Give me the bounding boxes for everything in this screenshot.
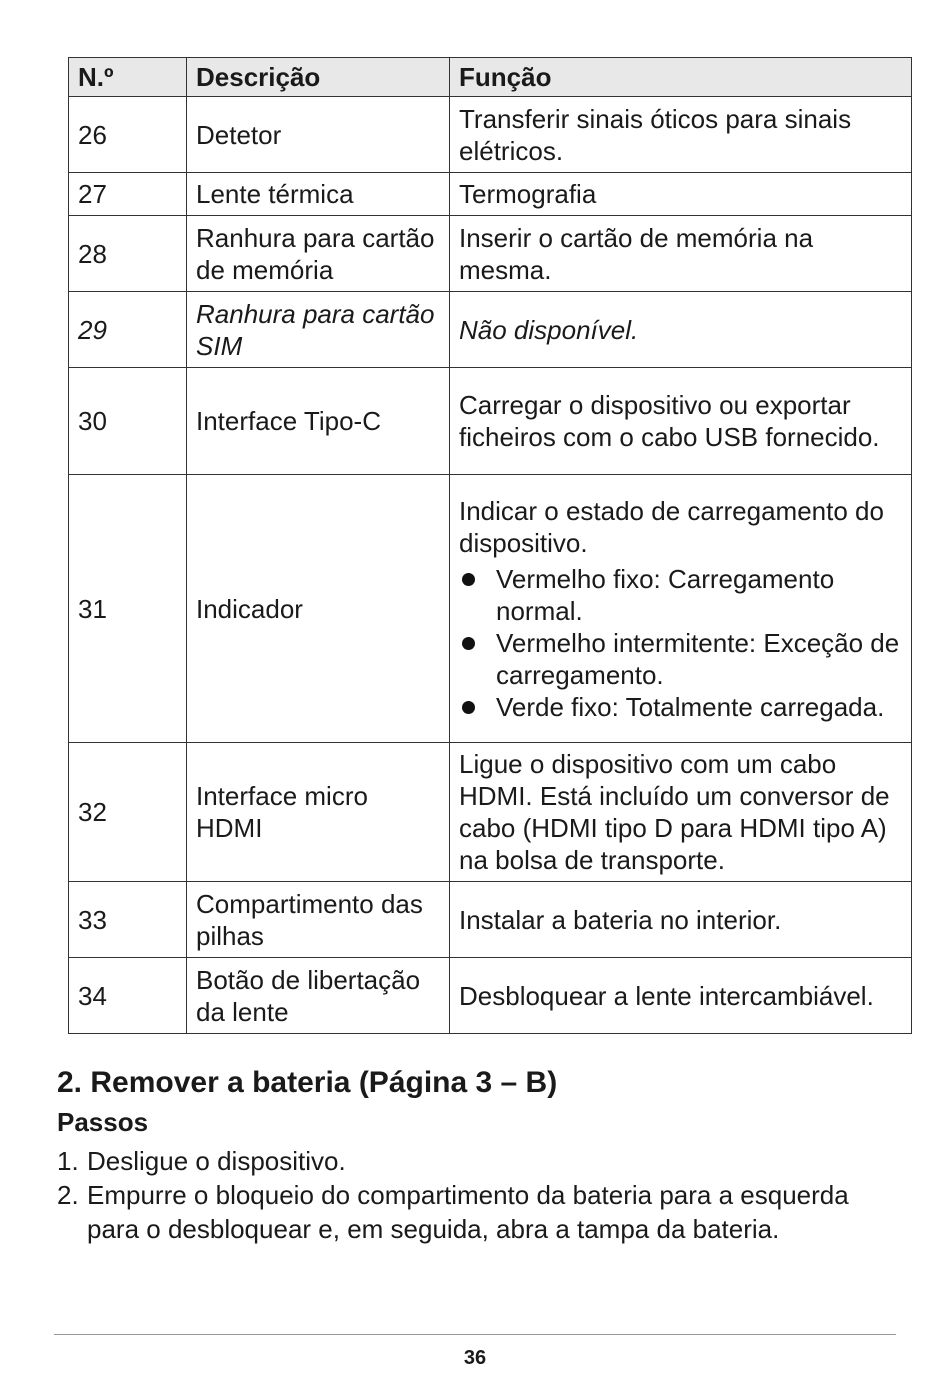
table-row: [69, 292, 912, 368]
steps-heading: Passos: [57, 1107, 149, 1137]
row-description: Lente térmica: [187, 173, 450, 216]
list-item: Verde fixo: Totalmente carregada.: [459, 691, 902, 723]
row-description: Ranhura para cartão SIM: [187, 292, 450, 368]
row-function: Instalar a bateria no interior.: [450, 882, 912, 958]
row-function: [450, 475, 912, 743]
table-row: [69, 216, 912, 292]
row-number: 32: [69, 743, 187, 882]
row-number: 30: [69, 368, 187, 475]
row-description: Compartimento das pilhas: [187, 882, 450, 958]
row-function: Desbloquear a lente intercambiável.: [450, 958, 912, 1034]
table-row: [69, 173, 912, 216]
row-number: 26: [69, 97, 187, 173]
list-item: Vermelho fixo: Carregamento normal.: [459, 563, 902, 627]
header-function: Função: [450, 58, 912, 97]
list-item: [57, 1178, 907, 1246]
step-number: 1.: [57, 1146, 79, 1176]
row-description: Interface micro HDMI: [187, 743, 450, 882]
table-row: [69, 743, 912, 882]
row-description: Interface Tipo-C: [187, 368, 450, 475]
row-number: 27: [69, 173, 187, 216]
table-header-row: [69, 58, 912, 97]
header-number: N.º: [69, 58, 187, 97]
table-row: [69, 475, 912, 743]
row-function-text: Indicar o estado de carregamento do dispositivo.: [459, 495, 884, 558]
row-number: 29: [69, 292, 187, 368]
indicator-states-list: [459, 563, 902, 723]
table-row: [69, 882, 912, 958]
row-description: Indicador: [187, 475, 450, 743]
list-item: [57, 1144, 907, 1178]
steps-list: [57, 1144, 907, 1246]
page-number: 36: [463, 1347, 487, 1369]
row-number: 33: [69, 882, 187, 958]
table-row: [69, 97, 912, 173]
section-title: 2. Remover a bateria (Página 3 – B): [57, 1066, 558, 1099]
row-function: Carregar o dispositivo ou exportar ficheiros com o cabo USB fornecido.: [450, 368, 912, 475]
step-text: Desligue o dispositivo.: [87, 1146, 346, 1176]
step-number: 2.: [57, 1180, 79, 1210]
header-description: Descrição: [187, 58, 450, 97]
row-number: 28: [69, 216, 187, 292]
list-item: Vermelho intermitente: Exceção de carregamento.: [459, 627, 902, 691]
row-function: Transferir sinais óticos para sinais elétricos.: [450, 97, 912, 173]
row-function: Termografia: [450, 173, 912, 216]
row-function: Não disponível.: [450, 292, 912, 368]
row-number: 31: [69, 475, 187, 743]
row-description: Botão de libertação da lente: [187, 958, 450, 1034]
table-row: [69, 958, 912, 1034]
row-description: Detetor: [187, 97, 450, 173]
footer-divider: [54, 1334, 896, 1335]
row-function: Inserir o cartão de memória na mesma.: [450, 216, 912, 292]
row-number: 34: [69, 958, 187, 1034]
row-function: Ligue o dispositivo com um cabo HDMI. Está incluído um conversor de cabo (HDMI tipo D para HDMI tipo A) na bolsa de transporte.: [450, 743, 912, 882]
component-table: [68, 57, 912, 1034]
row-description: Ranhura para cartão de memória: [187, 216, 450, 292]
table-row: [69, 368, 912, 475]
step-text: Empurre o bloqueio do compartimento da bateria para a esquerda para o desbloquear e, em seguida, abra a tampa da bateria.: [87, 1180, 849, 1244]
